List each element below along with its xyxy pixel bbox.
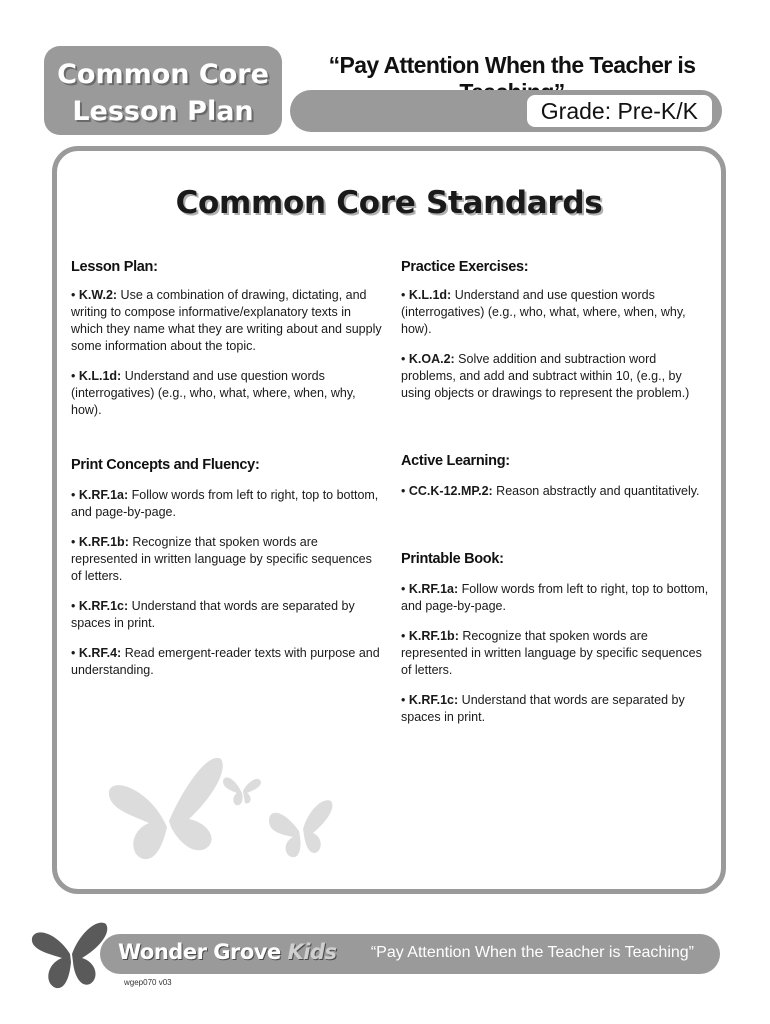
standard-item: • K.RF.4: Read emergent-reader texts with purpose and understanding. (71, 646, 380, 677)
section-print-concepts (71, 457, 383, 692)
logo-word-kids: Kids (287, 940, 337, 964)
standard-code: K.RF.1b: (408, 629, 459, 643)
section-heading: Practice Exercises: (401, 259, 529, 275)
footer-tagline: “Pay Attention When the Teacher is Teaching” (370, 944, 694, 961)
grade-bar (290, 90, 722, 132)
section-heading: Active Learning: (401, 453, 510, 469)
standard-text: Recognize that spoken words are represented in written language by specific sequences of letters. (71, 535, 372, 583)
butterfly-icon (109, 785, 167, 859)
standard-text: Follow words from left to right, top to bottom, and page-by-page. (401, 582, 709, 613)
lesson-plan-badge (44, 46, 282, 135)
standard-item: • K.W.2: Use a combination of drawing, dictating, and writing to compose informative/explanatory texts in which they name what they are writing about and supply some information about the topic. (71, 288, 382, 353)
standard-code: K.OA.2: (408, 352, 455, 366)
footer-bar (100, 934, 720, 974)
standard-item: • K.L.1d: Understand and use question words (interrogatives) (e.g., who, what, where, when, why, how). (401, 288, 686, 336)
standard-item: • K.RF.1c: Understand that words are separated by spaces in print. (71, 599, 355, 630)
standard-code: K.RF.1a: (408, 582, 459, 596)
badge-text (44, 56, 282, 130)
standard-text: Read emergent-reader texts with purpose and understanding. (71, 646, 380, 677)
section-practice-exercises (401, 259, 713, 415)
standard-code: K.W.2: (78, 288, 118, 302)
butterfly-icon (269, 800, 332, 857)
document-code: wgep070 v03 (124, 978, 172, 987)
standard-code: K.RF.1b: (78, 535, 129, 549)
butterfly-icon (169, 758, 223, 850)
badge-line-2: Lesson Plan (72, 96, 254, 127)
section-printable-book (401, 551, 713, 739)
standard-code: K.RF.1c: (408, 693, 459, 707)
standard-code: K.L.1d: (408, 288, 452, 302)
section-heading: Printable Book: (401, 551, 504, 567)
standards-panel (52, 146, 726, 894)
section-heading: Print Concepts and Fluency: (71, 457, 260, 473)
grade-label: Grade: Pre-K/K (527, 95, 712, 127)
standard-item: • CC.K-12.MP.2: Reason abstractly and quantitatively. (401, 484, 700, 498)
lesson-title: “Pay Attention When the Teacher is (328, 52, 696, 78)
butterfly-icon (223, 777, 261, 805)
standard-item: • K.RF.1a: Follow words from left to right, top to bottom, and page-by-page. (71, 488, 379, 519)
standard-item: • K.RF.1b: Recognize that spoken words are represented in written language by specific sequences of letters. (401, 629, 702, 677)
section-lesson-plan (71, 259, 383, 432)
logo-word: Wonder Grove (118, 940, 288, 964)
standard-item: • K.RF.1a: Follow words from left to right, top to bottom, and page-by-page. (401, 582, 709, 613)
standard-code: K.RF.1c: (78, 599, 129, 613)
page-title: Common Core Standards (175, 185, 603, 221)
badge-line-1: Common Core (57, 59, 269, 90)
wonder-grove-logo (118, 940, 337, 964)
standard-text: Understand that words are separated by spaces in print. (401, 693, 685, 724)
standard-item: • K.RF.1b: Recognize that spoken words are represented in written language by specific sequences of letters. (71, 535, 372, 583)
standard-item: • K.OA.2: Solve addition and subtraction word problems, and add and subtract within 10, (e.g., by using objects or drawings to represent the problem.) (401, 352, 690, 400)
standard-code: K.L.1d: (78, 369, 122, 383)
section-heading: Lesson Plan: (71, 259, 158, 275)
butterflies-illustration (109, 731, 349, 871)
standard-text: Understand that words are separated by spaces in print. (71, 599, 355, 630)
section-active-learning (401, 453, 713, 513)
butterfly-logo-icon (28, 914, 112, 998)
standard-text: Understand and use question words (interrogatives) (e.g., who, what, where, when, why, how). (401, 288, 686, 336)
standard-text: Reason abstractly and quantitatively. (492, 484, 700, 498)
standard-text: Solve addition and subtraction word problems, and add and subtract within 10, (e.g., by using objects or drawings to represent the problem.) (401, 352, 690, 400)
standard-code: K.RF.1a: (78, 488, 129, 502)
standard-item: • K.RF.1c: Understand that words are separated by spaces in print. (401, 693, 685, 724)
standard-item: • K.L.1d: Understand and use question words (interrogatives) (e.g., who, what, where, when, why, how). (71, 369, 356, 417)
standard-text: Understand and use question words (interrogatives) (e.g., who, what, where, when, why, how). (71, 369, 356, 417)
standard-text: Use a combination of drawing, dictating, and writing to compose informative/explanatory texts in which they name what they are writing about and supply some information about the topic. (71, 288, 382, 353)
standard-code: CC.K-12.MP.2: (408, 484, 493, 498)
standard-code: K.RF.4: (78, 646, 122, 660)
standard-text: Follow words from left to right, top to bottom, and page-by-page. (71, 488, 379, 519)
standard-text: Recognize that spoken words are represented in written language by specific sequences of letters. (401, 629, 702, 677)
